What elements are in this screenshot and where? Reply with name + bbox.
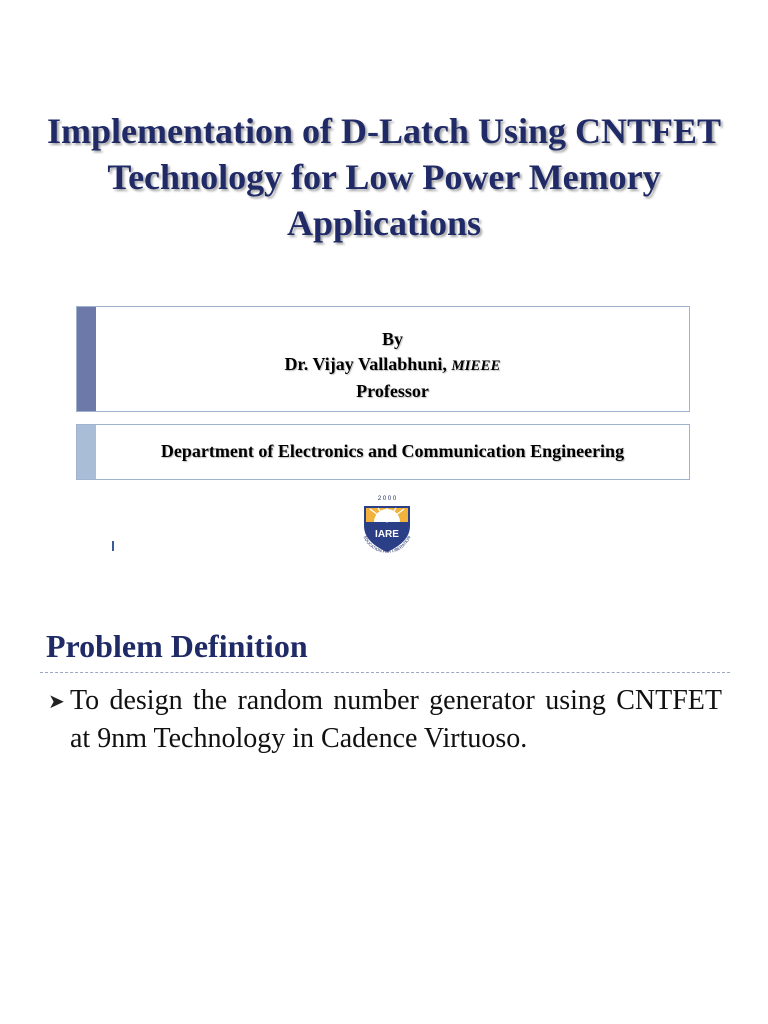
title-line: Technology for Low Power Memory bbox=[107, 157, 661, 197]
slide-marker bbox=[112, 541, 114, 551]
title-line: Applications bbox=[286, 203, 482, 243]
logo-year: 2 0 0 0 bbox=[377, 496, 397, 502]
iare-logo-icon bbox=[356, 492, 418, 562]
author-suffix: MIEEE bbox=[451, 358, 501, 374]
author-line bbox=[96, 352, 689, 379]
heading-divider bbox=[40, 672, 730, 673]
logo-name: IARE bbox=[375, 529, 399, 540]
logo-motto: EDUCATION FOR LIBERATION bbox=[362, 535, 412, 555]
department-name: Department of Electronics and Communication Engineering bbox=[160, 441, 625, 461]
problem-slide bbox=[0, 600, 768, 1024]
author-info bbox=[96, 327, 689, 404]
section-heading: Problem Definition bbox=[46, 628, 308, 664]
by-label: By bbox=[381, 329, 403, 349]
title-line: Implementation of D-Latch Using CNTFET bbox=[46, 111, 721, 151]
presentation-title bbox=[0, 108, 768, 246]
author-name: Dr. Vijay Vallabhuni, bbox=[284, 354, 447, 374]
author-box bbox=[76, 306, 690, 412]
bullet-text: To design the random number generator using CNTFET at 9nm Technology in Cadence Virtuoso. bbox=[70, 685, 722, 754]
arrow-bullet-icon: ➤ bbox=[48, 691, 65, 713]
author-role: Professor bbox=[356, 381, 429, 401]
department-accent-bar bbox=[77, 425, 96, 479]
department-box bbox=[76, 424, 690, 480]
author-accent-bar bbox=[77, 307, 96, 411]
